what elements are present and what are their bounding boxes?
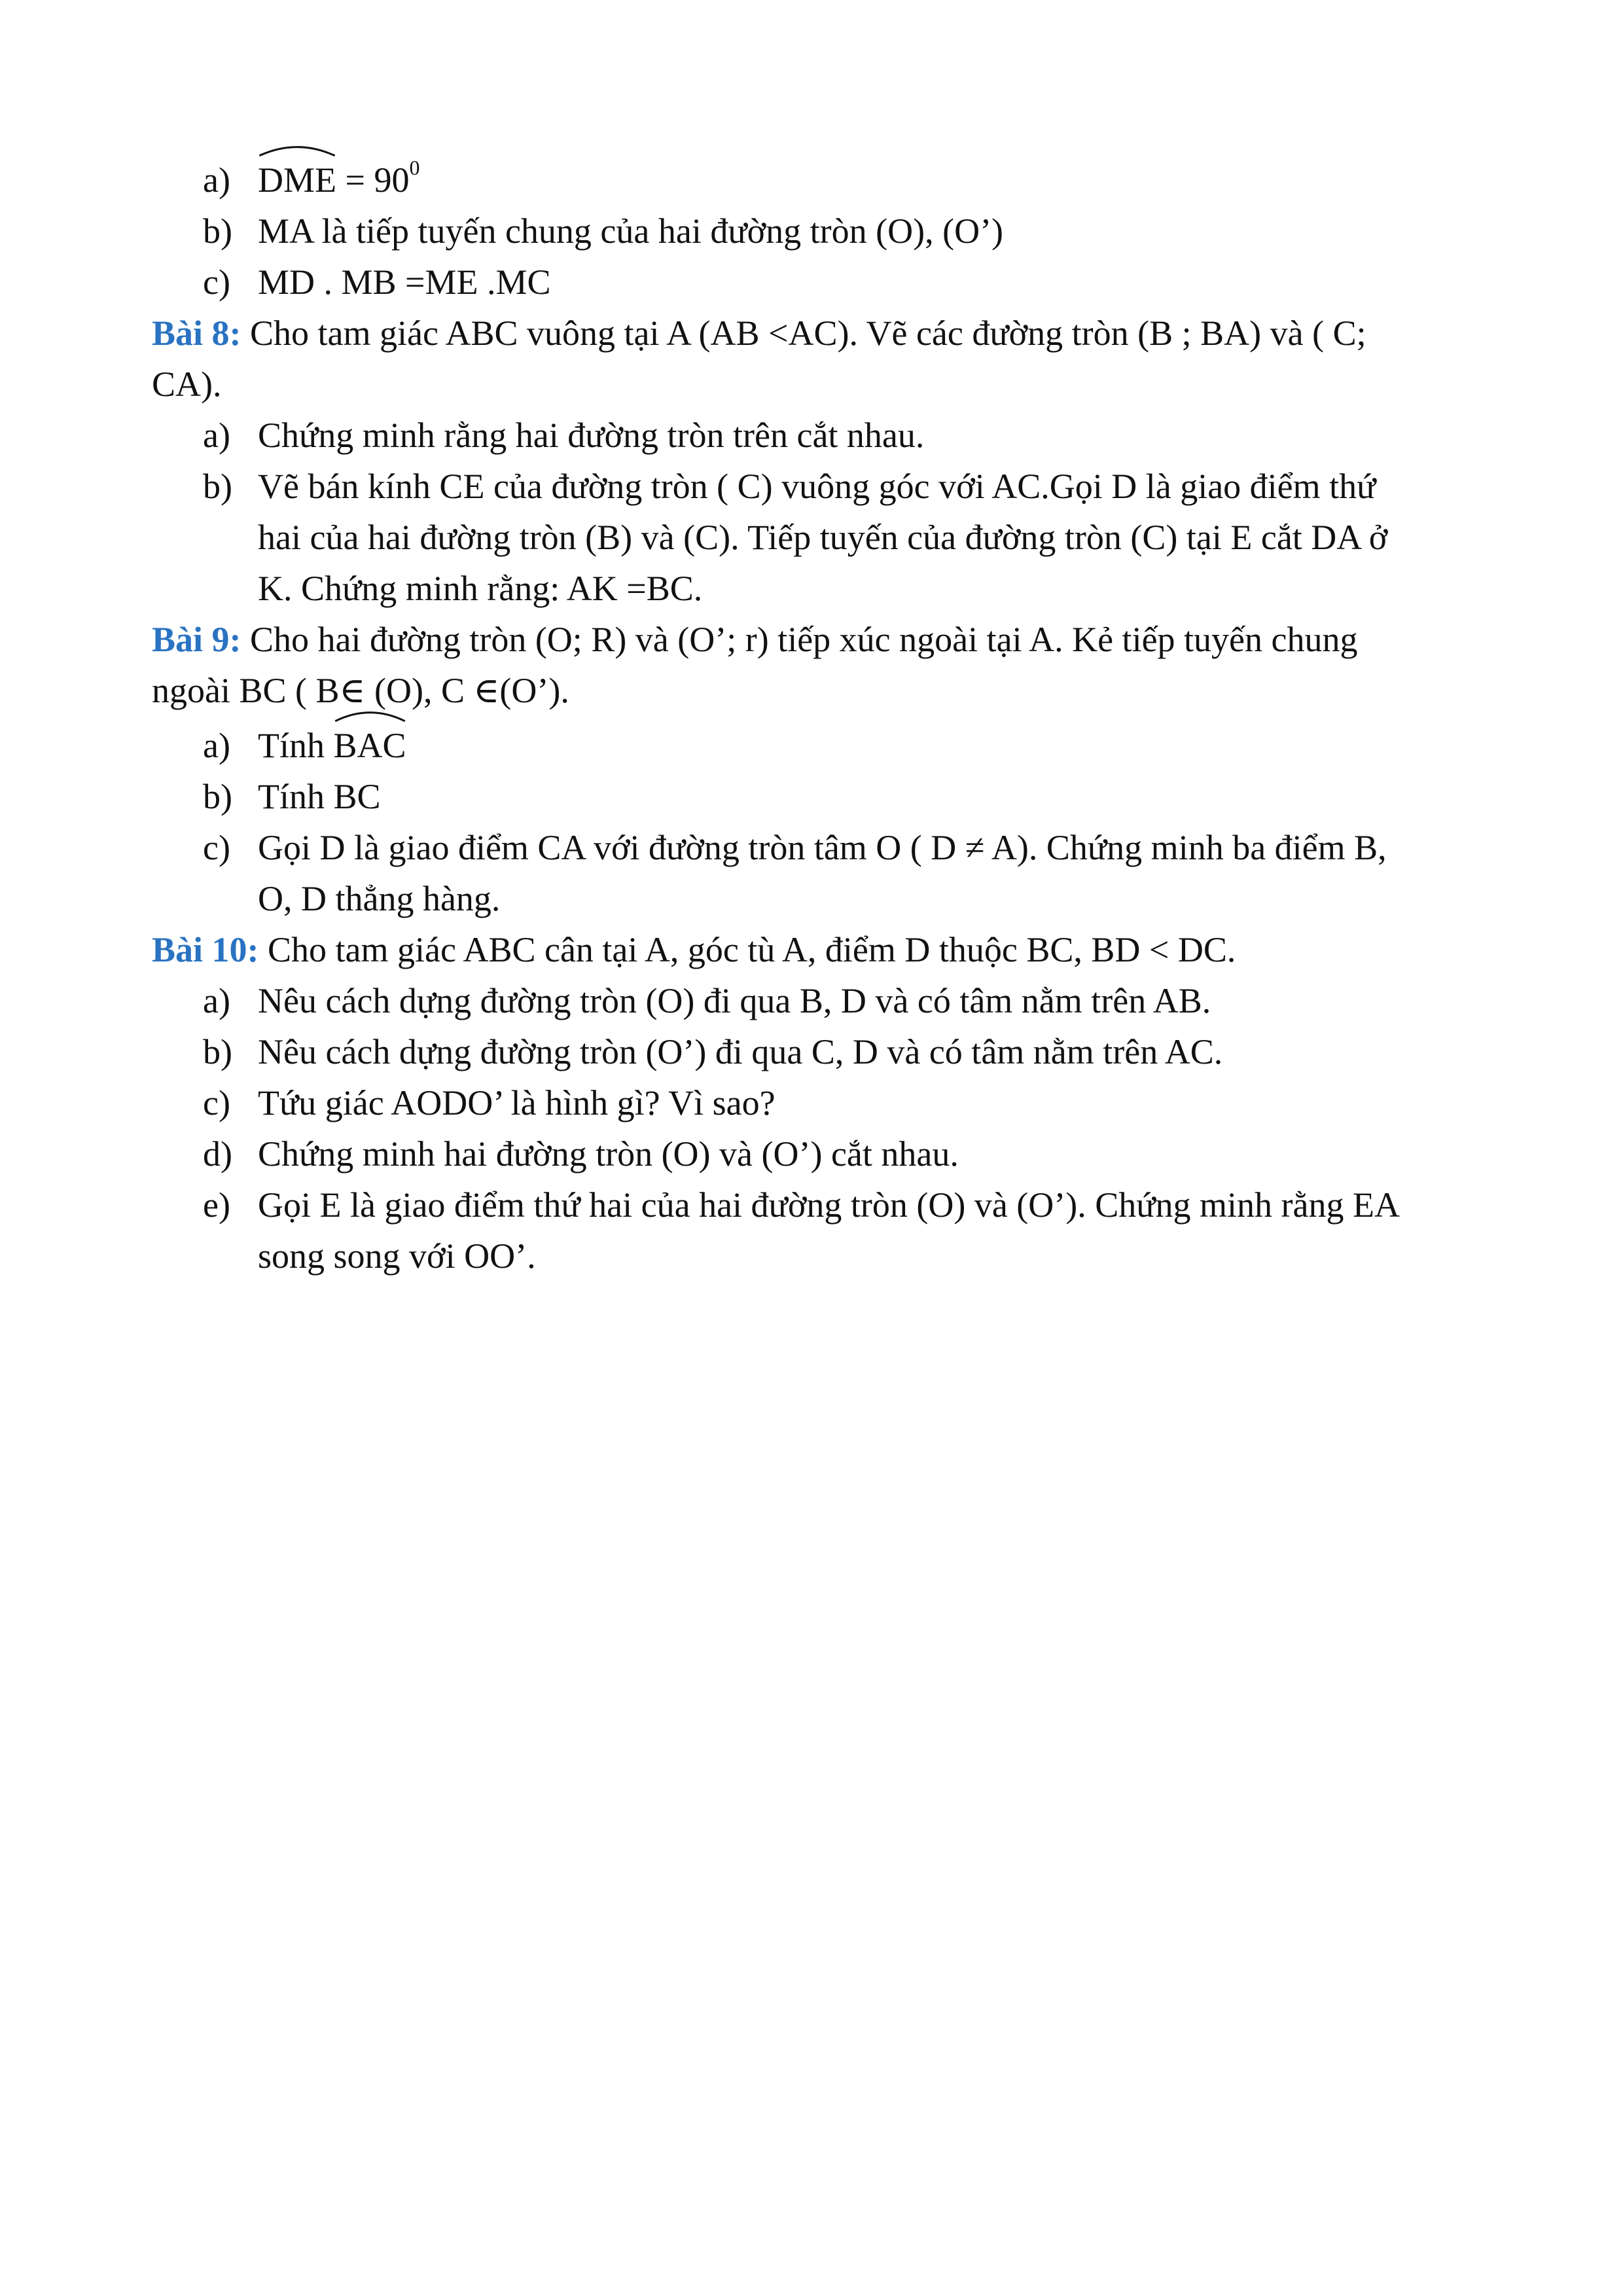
item-label: c) xyxy=(203,1083,230,1122)
problem-10-item-b: b) Nêu cách dựng đường tròn (O’) đi qua C, D và có tâm nằm trên AC. xyxy=(203,1026,1487,1077)
item-label: b) xyxy=(203,211,232,251)
item-label: a) xyxy=(203,981,230,1020)
problem-8-intro: Bài 8: Cho tam giác ABC vuông tại A (AB <AC). Vẽ các đường tròn (B ; BA) và ( C; xyxy=(152,314,1366,353)
item-label: b) xyxy=(203,1032,232,1071)
problem-10-intro: Bài 10: Cho tam giác ABC cân tại A, góc tù A, điểm D thuộc BC, BD < DC. xyxy=(152,930,1236,969)
document-content xyxy=(152,154,1487,1282)
problem-heading: Bài 9: xyxy=(152,620,241,659)
problem-9-item-c: c) Gọi D là giao điểm CA với đường tròn tâm O ( D ≠ A). Chứng minh ba điểm B, O, D thẳng hàng. xyxy=(203,822,1487,924)
problem-9: Bài 9: Cho hai đường tròn (O; R) và (O’; r) tiếp xúc ngoài tại A. Kẻ tiếp tuyến chung ngoài BC ( B∈ (O), C ∈(O’). xyxy=(152,614,1487,716)
problem-10-item-c: c) Tứu giác AODO’ là hình gì? Vì sao? xyxy=(203,1077,1487,1128)
item-label: a) xyxy=(203,726,230,765)
prev-item-c: c) MD . MB =ME .MC xyxy=(203,257,1487,308)
problem-9-item-b: b) Tính BC xyxy=(203,771,1487,822)
angle-arc-dme: DME xyxy=(258,154,336,206)
problem-heading: Bài 10: xyxy=(152,930,259,969)
problem-9-intro: Bài 9: Cho hai đường tròn (O; R) và (O’; r) tiếp xúc ngoài tại A. Kẻ tiếp tuyến chung xyxy=(152,620,1358,659)
arc-mark-icon xyxy=(258,143,336,157)
problem-heading: Bài 8: xyxy=(152,314,241,353)
prev-item-b: b) MA là tiếp tuyến chung của hai đường tròn (O), (O’) xyxy=(203,206,1487,257)
problem-10-item-a: a) Nêu cách dựng đường tròn (O) đi qua B, D và có tâm nằm trên AB. xyxy=(203,975,1487,1026)
item-label: d) xyxy=(203,1134,232,1174)
problem-8-item-b: b) Vẽ bán kính CE của đường tròn ( C) vuông góc với AC.Gọi D là giao điểm thứ hai của hai đường tròn (B) và (C). Tiếp tuyến của đường tròn (C) tại E cắt DA ở K. Chứng minh rằng: AK =BC. xyxy=(203,461,1487,614)
item-label: b) xyxy=(203,467,232,506)
problem-10-item-d: d) Chứng minh hai đường tròn (O) và (O’) cắt nhau. xyxy=(203,1128,1487,1179)
prev-item-a: a) DME = $90^0$ xyxy=(203,154,1487,206)
item-label: c) xyxy=(203,262,230,302)
problem-10-item-e: e) Gọi E là giao điểm thứ hai của hai đường tròn (O) và (O’). Chứng minh rằng EA song song với OO’. xyxy=(203,1179,1487,1282)
problem-10 xyxy=(152,924,1487,975)
item-label: e) xyxy=(203,1185,230,1225)
item-label: c) xyxy=(203,828,230,867)
angle-arc-bac: BAC xyxy=(334,720,406,771)
problem-9-item-a: a) Tính BAC xyxy=(203,720,1487,771)
problem-8-item-a: a) Chứng minh rằng hai đường tròn trên cắt nhau. xyxy=(203,410,1487,461)
arc-mark-icon xyxy=(334,708,406,723)
item-label: a) xyxy=(203,416,230,455)
item-label: a) xyxy=(203,160,230,200)
item-label: b) xyxy=(203,777,232,816)
problem-8: Bài 8: Cho tam giác ABC vuông tại A (AB <AC). Vẽ các đường tròn (B ; BA) và ( C; CA). xyxy=(152,308,1487,410)
